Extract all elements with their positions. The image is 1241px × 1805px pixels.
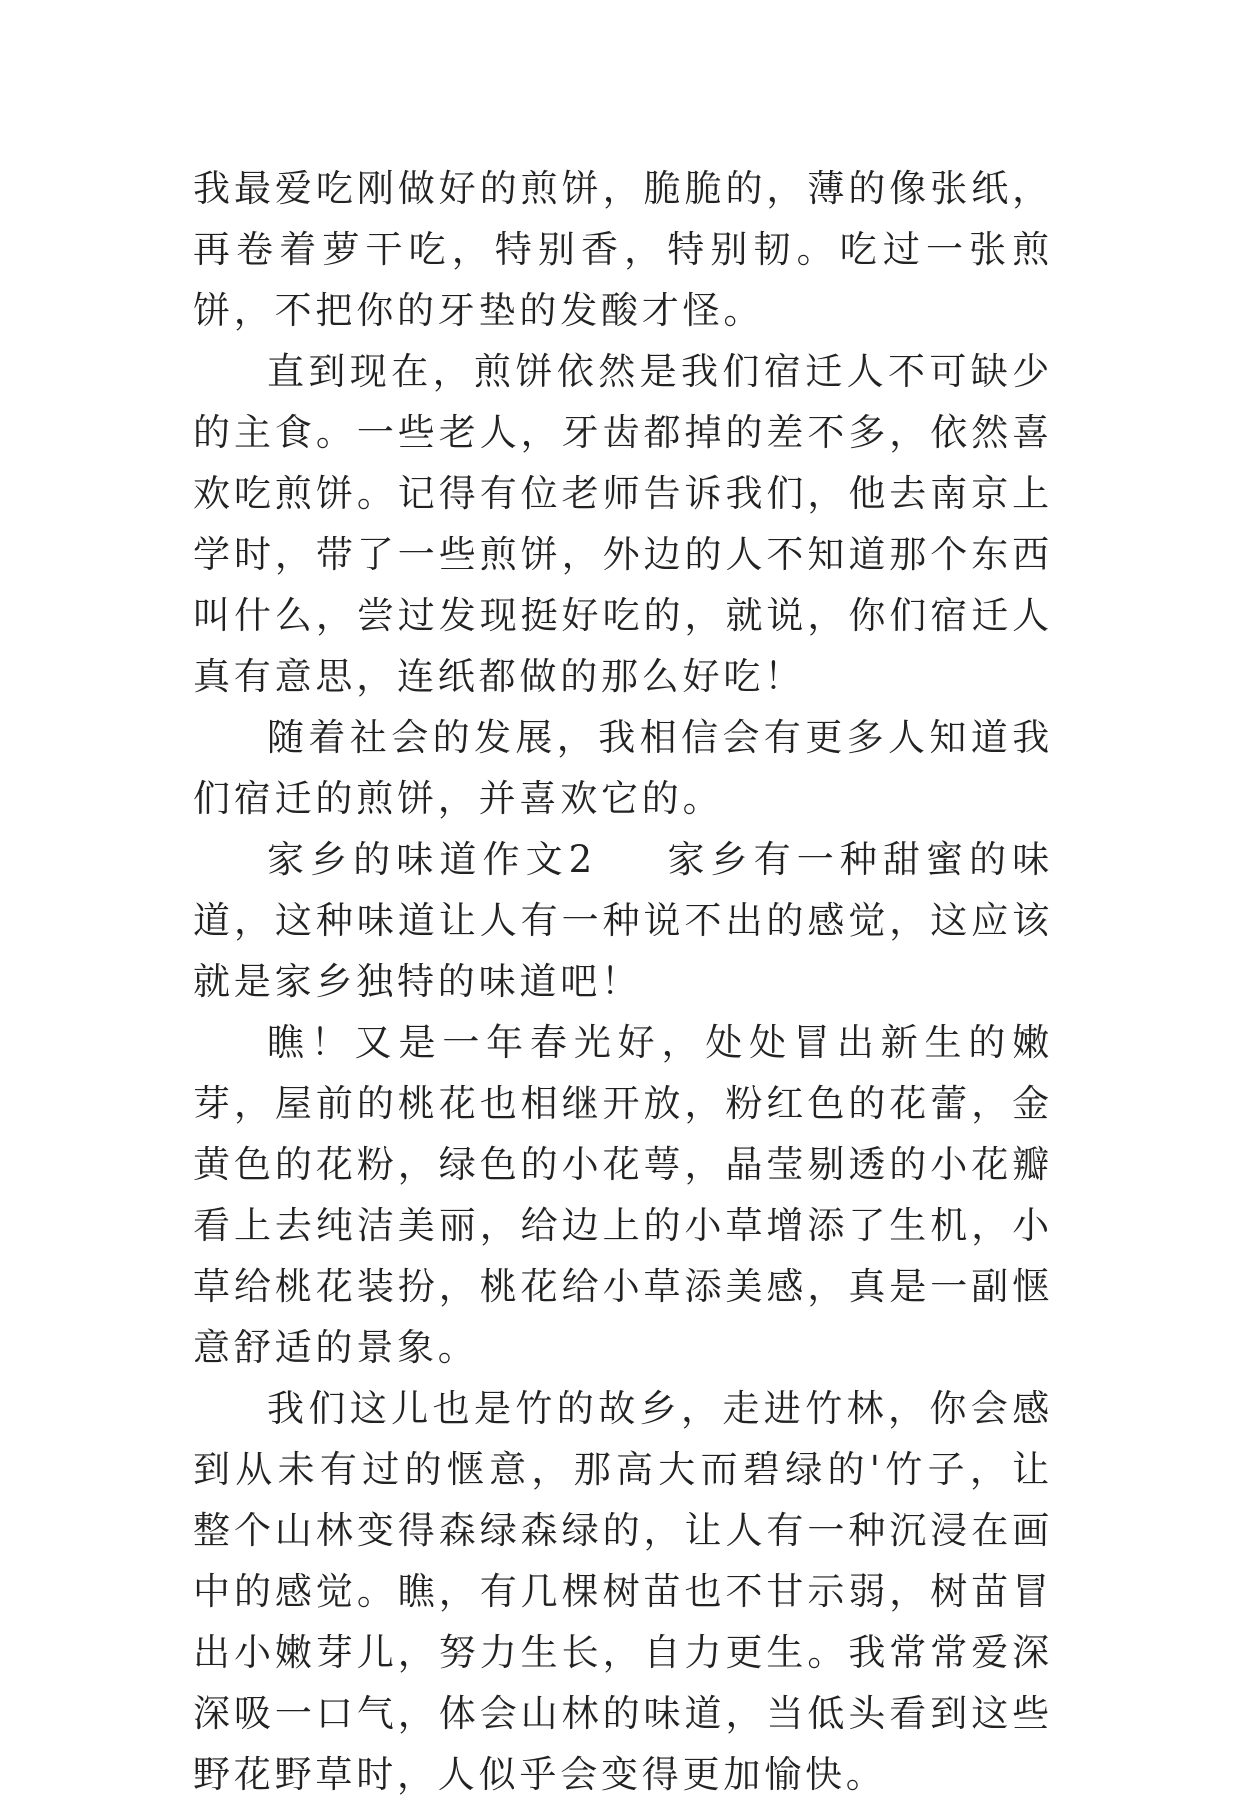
document-body bbox=[193, 158, 1053, 1805]
paragraph-jianbing-future: 随着社会的发展，我相信会有更多人知道我们宿迁的煎饼，并喜欢它的。 bbox=[193, 716, 1053, 820]
essay2-first-paragraph: 家乡有一种甜蜜的味道，这种味道让人有一种说不出的感觉，这应该就是家乡独特的味道吧！ bbox=[193, 838, 1054, 1003]
paragraph-jianbing-today: 直到现在，煎饼依然是我们宿迁人不可缺少的主食。一些老人，牙齿都掉的差不多，依然喜欢吃煎饼。记得有位老师告诉我们，他去南京上学时，带了一些煎饼，外边的人不知道那个东西叫什么，尝过发现挺好吃的，就说，你们宿迁人真有意思，连纸都做的那么好吃！ bbox=[193, 350, 1053, 698]
paragraph-essay2-intro bbox=[193, 829, 1053, 1012]
paragraph-spring-peach: 瞧！又是一年春光好，处处冒出新生的嫩芽，屋前的桃花也相继开放，粉红色的花蕾，金黄色的花粉，绿色的小花萼，晶莹剔透的小花瓣看上去纯洁美丽，给边上的小草增添了生机，小草给桃花装扮，桃花给小草添美感，真是一副惬意舒适的景象。 bbox=[193, 1021, 1053, 1369]
paragraph-bamboo-forest: 我们这儿也是竹的故乡，走进竹林，你会感到从未有过的惬意，那高大而碧绿的'竹子，让整个山林变得森绿森绿的，让人有一种沉浸在画中的感觉。瞧，有几棵树苗也不甘示弱，树苗冒出小嫩芽儿，努力生长，自力更生。我常常爱深深吸一口气，体会山林的味道，当低头看到这些野花野草时，人似乎会变得更加愉快。 bbox=[193, 1387, 1053, 1796]
essay2-title: 家乡的味道作文2 bbox=[267, 838, 597, 881]
paragraph-jianbing-taste: 我最爱吃刚做好的煎饼，脆脆的，薄的像张纸，再卷着萝干吃，特别香，特别韧。吃过一张煎饼，不把你的牙垫的发酸才怪。 bbox=[193, 167, 1053, 332]
